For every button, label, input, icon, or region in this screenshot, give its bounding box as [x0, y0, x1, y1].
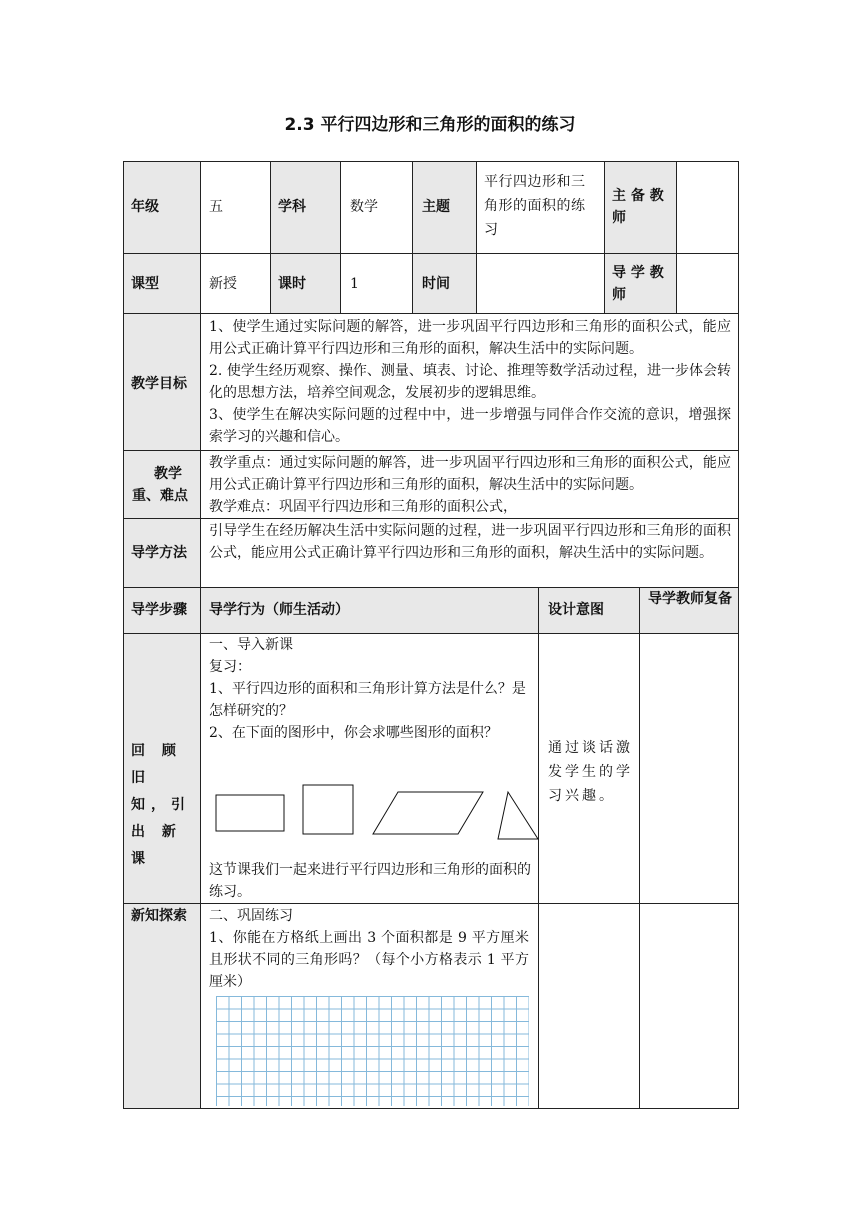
steps-col-step: 导学步骤 — [131, 602, 187, 618]
objectives-label: 教学目标 — [131, 376, 187, 392]
step1-line-2: 复习： — [209, 659, 251, 675]
rectangle-shape — [216, 795, 284, 831]
time-label: 时间 — [422, 276, 450, 292]
step1-intent: 通过谈话激发学生的学习兴趣。 — [548, 740, 633, 804]
teaching-difficulty: 教学难点：巩固平行四边形和三角形的面积公式， — [209, 499, 517, 515]
method-text: 引导学生在经历解决生活中实际问题的过程，进一步巩固平行四边形和三角形的面积公式，能应用公式正确计算平行四边形和三角形的面积，解决生活中的实际问题。 — [209, 523, 731, 561]
objective-3: 3、使学生在解决实际问题的过程中中，进一步增强与同伴合作交流的意识，增强探索学习的兴趣和信心。 — [209, 407, 731, 445]
rule — [123, 253, 739, 254]
lead-teacher-label: 主 备 教 师 — [612, 188, 664, 226]
step1-line-4: 2、在下面的图形中，你会求哪些图形的面积？ — [209, 725, 498, 741]
rule — [123, 587, 739, 588]
document-title: 2.3 平行四边形和三角形的面积的练习 — [284, 115, 576, 135]
rule — [123, 903, 739, 904]
subject-label: 学科 — [278, 199, 306, 215]
lesson-type-label: 课型 — [131, 276, 159, 292]
rule — [639, 587, 640, 1109]
topic-value: 平行四边形和三角形的面积的练习 — [484, 174, 586, 238]
step1-line-1: 一、导入新课 — [209, 637, 293, 653]
rule — [123, 161, 124, 1109]
step2-label: 新知探索 — [131, 908, 187, 924]
rule — [676, 161, 677, 313]
steps-col-intent: 设计意图 — [548, 602, 604, 618]
square-shape — [303, 785, 353, 834]
steps-col-activity: 导学行为（师生活动） — [209, 602, 349, 618]
subject-value: 数学 — [350, 199, 378, 215]
rule — [738, 161, 739, 1109]
period-label: 课时 — [278, 276, 306, 292]
rule — [123, 1108, 739, 1109]
step1-line-3: 1、平行四边形的面积和三角形计算方法是什么？是怎样研究的？ — [209, 681, 526, 719]
rule — [604, 161, 605, 313]
rule — [123, 161, 739, 162]
step2-line-1: 二、巩固练习 — [209, 908, 293, 924]
shapes-figure — [209, 782, 539, 842]
objective-1: 1、使学生通过实际问题的解答，进一步巩固平行四边形和三角形的面积公式，能应用公式正确计算平行四边形和三角形的面积，解决生活中的实际问题。 — [209, 319, 731, 357]
method-label: 导学方法 — [131, 545, 187, 561]
topic-label: 主题 — [422, 199, 450, 215]
key-points-label-line2: 重、难点 — [132, 488, 188, 504]
steps-col-review: 导学教师复备 — [648, 591, 732, 607]
step2-line-2: 1、你能在方格纸上画出 3 个面积都是 9 平方厘米且形状不同的三角形吗？（每个小方格表示 1 平方厘米） — [209, 930, 529, 990]
rule — [123, 518, 739, 519]
step1-closing: 这节课我们一起来进行平行四边形和三角形的面积的练习。 — [209, 862, 531, 900]
triangle-shape — [498, 792, 538, 839]
rule — [270, 161, 271, 313]
rule — [340, 161, 341, 313]
grade-label: 年级 — [131, 199, 159, 215]
parallelogram-shape — [373, 792, 483, 834]
objective-2: 2. 使学生经历观察、操作、测量、填表、讨论、推理等数学活动过程，进一步体会转化的思想方法，培养空间观念，发展初步的逻辑思维。 — [209, 363, 731, 401]
lesson-type-value: 新授 — [209, 276, 237, 292]
rule — [476, 161, 477, 313]
guide-teacher-label: 导 学 教 师 — [612, 265, 664, 303]
key-points-label-line1: 教学 — [154, 466, 182, 482]
grade-value: 五 — [209, 199, 223, 215]
step1-label: 回 顾 旧 知，引出 新课 — [131, 743, 191, 867]
rule — [123, 313, 739, 314]
rule — [200, 161, 201, 1109]
rule — [538, 587, 539, 1109]
grid-paper — [216, 996, 529, 1106]
period-value: 1 — [350, 276, 359, 292]
teaching-focus: 教学重点：通过实际问题的解答，进一步巩固平行四边形和三角形的面积公式，能应用公式正确计算平行四边形和三角形的面积，解决生活中的实际问题。 — [209, 455, 731, 493]
rule — [412, 161, 413, 313]
rule — [123, 450, 739, 451]
